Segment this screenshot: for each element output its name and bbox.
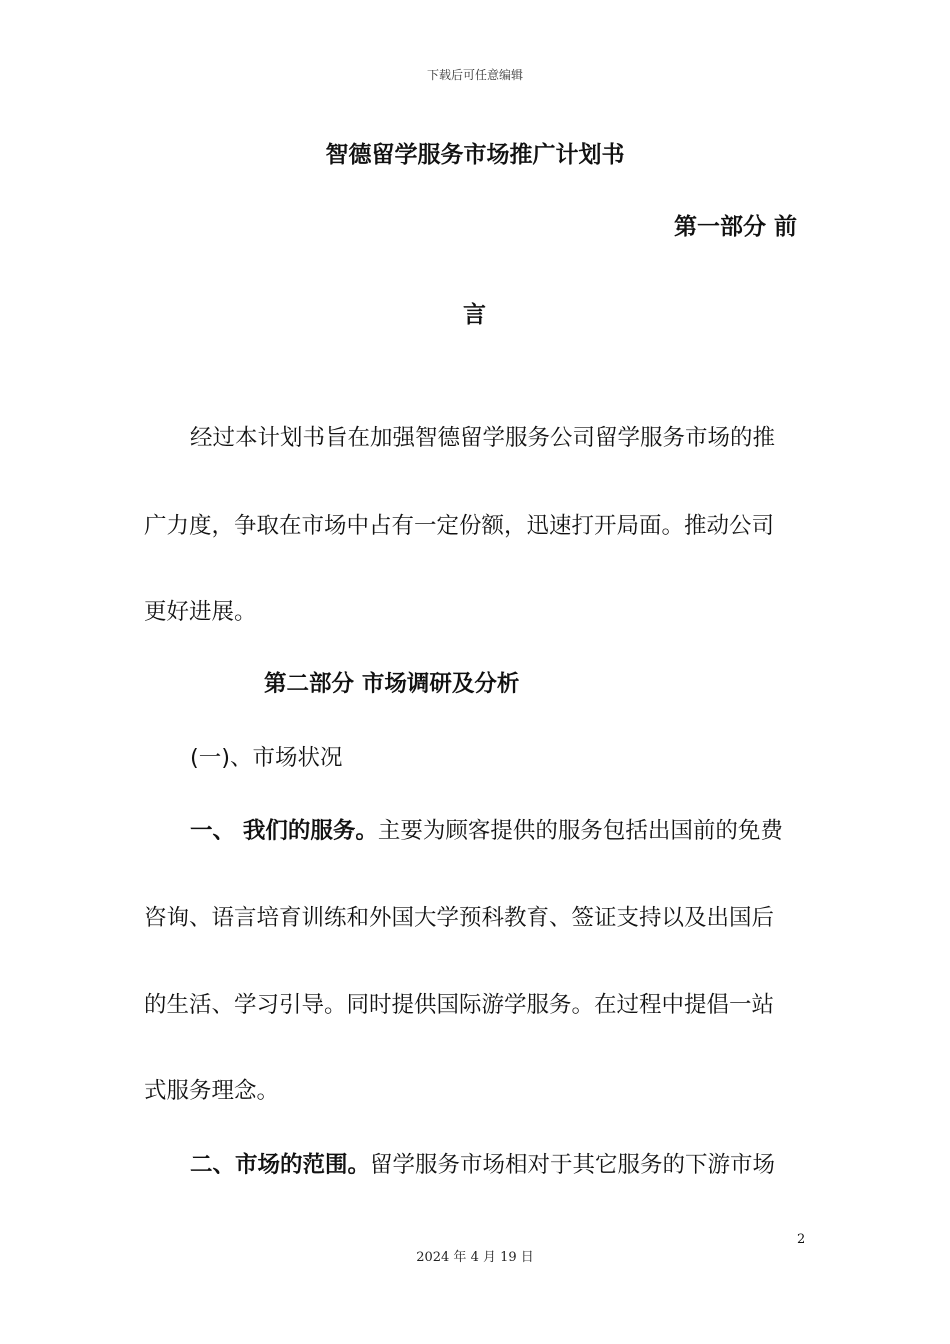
document-title: 智德留学服务市场推广计划书 bbox=[325, 142, 625, 168]
item1-line-1 bbox=[190, 813, 783, 845]
item1-line-2: 咨询、语言培育训练和外国大学预科教育、签证支持以及出国后 bbox=[144, 905, 775, 931]
item2-line-1 bbox=[190, 1147, 775, 1179]
item1-line-3: 的生活、学习引导。同时提供国际游学服务。在过程中提倡一站 bbox=[144, 992, 775, 1018]
item1-text: 主要为顾客提供的服务包括出国前的免费 bbox=[377, 818, 783, 844]
section1-label: (一)、市场状况 bbox=[190, 745, 343, 771]
item2-text: 留学服务市场相对于其它服务的下游市场 bbox=[370, 1152, 776, 1178]
intro-line-1: 经过本计划书旨在加强智德留学服务公司留学服务市场的推 bbox=[190, 425, 776, 451]
intro-line-3: 更好进展。 bbox=[144, 599, 257, 625]
item1-line-4: 式服务理念。 bbox=[144, 1078, 280, 1104]
part1-heading-line2: 言 bbox=[463, 302, 486, 328]
page-number: 2 bbox=[797, 1232, 806, 1247]
part2-heading: 第二部分 市场调研及分析 bbox=[264, 671, 520, 697]
intro-line-2: 广力度，争取在市场中占有一定份额，迅速打开局面。推动公司 bbox=[144, 513, 775, 539]
item2-bold-heading: 二、市场的范围。 bbox=[190, 1152, 371, 1178]
header-note: 下载后可任意编辑 bbox=[426, 68, 523, 82]
footer-date: 2024 年 4 月 19 日 bbox=[416, 1250, 534, 1265]
part1-heading-line1: 第一部分 前 bbox=[674, 214, 798, 240]
item1-bold-heading: 一、 我们的服务。 bbox=[190, 818, 378, 844]
